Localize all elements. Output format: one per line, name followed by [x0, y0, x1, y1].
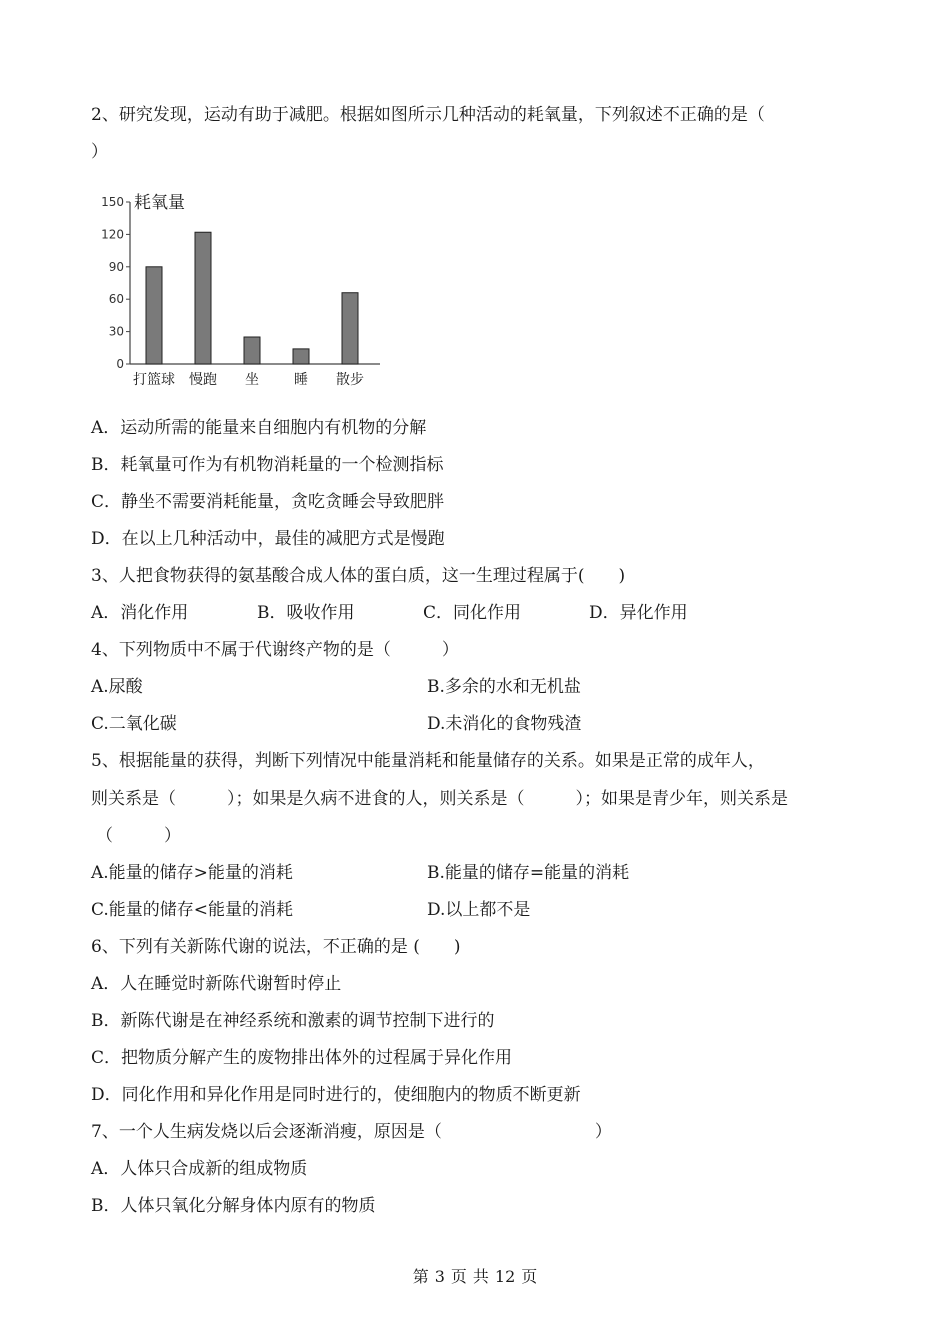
q7-option-b: B．人体只氧化分解身体内原有的物质: [91, 1196, 376, 1216]
q2-option-a: A．运动所需的能量来自细胞内有机物的分解: [91, 418, 427, 438]
q3-option-a: A．消化作用: [91, 603, 189, 623]
q4-option-a: A.尿酸: [91, 677, 143, 697]
x-category-label: 打篮球: [133, 372, 175, 388]
x-category-label: 睡: [294, 372, 308, 388]
q2-stem-line2: ）: [91, 142, 108, 162]
y-tick-label: 60: [108, 292, 124, 307]
q2-option-c: C．静坐不需要消耗能量，贪吃贪睡会导致肥胖: [91, 492, 445, 512]
q5-stem-line3: （ ）: [96, 826, 181, 846]
footer-word-gong: 共: [472, 1267, 489, 1286]
q5-option-b: B.能量的储存=能量的消耗: [427, 863, 630, 883]
footer-word-di: 第: [412, 1267, 429, 1286]
oxygen-consumption-chart: [100, 190, 400, 390]
chart-title: 耗氧量: [134, 193, 185, 213]
q5-option-d: D.以上都不是: [427, 900, 531, 920]
q3-options: [91, 601, 688, 625]
bar-3: [293, 349, 309, 364]
bar-1: [195, 232, 211, 364]
x-category-label: 散步: [336, 372, 364, 388]
q7-option-a: A．人体只合成新的组成物质: [91, 1159, 308, 1179]
q5-option-a: A.能量的储存>能量的消耗: [91, 863, 293, 883]
bar-2: [244, 337, 260, 364]
q2-option-d: D．在以上几种活动中，最佳的减肥方式是慢跑: [91, 529, 445, 549]
q4-stem: 4、下列物质中不属于代谢终产物的是（ ）: [91, 640, 459, 660]
q7-stem: 7、一个人生病发烧以后会逐渐消瘦，原因是（ ）: [91, 1122, 612, 1142]
bar-0: [146, 267, 162, 364]
q6-stem: 6、下列有关新陈代谢的说法，不正确的是 ( ): [91, 937, 461, 957]
q4-option-c: C.二氧化碳: [91, 714, 177, 734]
bar-4: [342, 293, 358, 364]
q6-option-b: B．新陈代谢是在神经系统和激素的调节控制下进行的: [91, 1011, 495, 1031]
footer-total-pages: 12: [494, 1267, 516, 1286]
q6-option-a: A．人在睡觉时新陈代谢暂时停止: [91, 974, 342, 994]
footer-word-ye: 页: [450, 1267, 467, 1286]
footer-page-number: 3: [434, 1267, 445, 1286]
q4-option-b: B.多余的水和无机盐: [427, 677, 581, 697]
q6-option-d: D．同化作用和异化作用是同时进行的，使细胞内的物质不断更新: [91, 1085, 581, 1105]
y-tick-label: 150: [101, 195, 124, 209]
q3-option-d: D．异化作用: [589, 603, 688, 623]
q2-option-b: B．耗氧量可作为有机物消耗量的一个检测指标: [91, 455, 444, 475]
q2-stem-line1: 2、研究发现，运动有助于减肥。根据如图所示几种活动的耗氧量，下列叙述不正确的是（: [91, 105, 765, 125]
q6-option-c: C．把物质分解产生的废物排出体外的过程属于异化作用: [91, 1048, 513, 1068]
q3-option-b: B．吸收作用: [257, 603, 355, 623]
y-tick-label: 30: [108, 324, 124, 339]
q5-stem-line2: 则关系是（ ）；如果是久病不进食的人，则关系是（ ）；如果是青少年，则关系是: [91, 789, 788, 809]
footer-word-ye2: 页: [521, 1267, 538, 1286]
y-tick-label: 90: [108, 259, 124, 274]
q4-option-d: D.未消化的食物残渣: [427, 714, 582, 734]
x-category-label: 坐: [245, 372, 259, 388]
q3-option-c: C．同化作用: [423, 603, 522, 623]
q5-option-c: C.能量的储存<能量的消耗: [91, 900, 294, 920]
y-tick-label: 120: [101, 227, 124, 242]
q5-stem-line1: 5、根据能量的获得，判断下列情况中能量消耗和能量储存的关系。如果是正常的成年人，: [91, 751, 765, 771]
q3-stem: 3、人把食物获得的氨基酸合成人体的蛋白质，这一生理过程属于( ): [91, 566, 626, 586]
x-category-label: 慢跑: [189, 372, 217, 388]
y-tick-label: 0: [116, 357, 124, 371]
page-footer: [0, 1266, 950, 1288]
